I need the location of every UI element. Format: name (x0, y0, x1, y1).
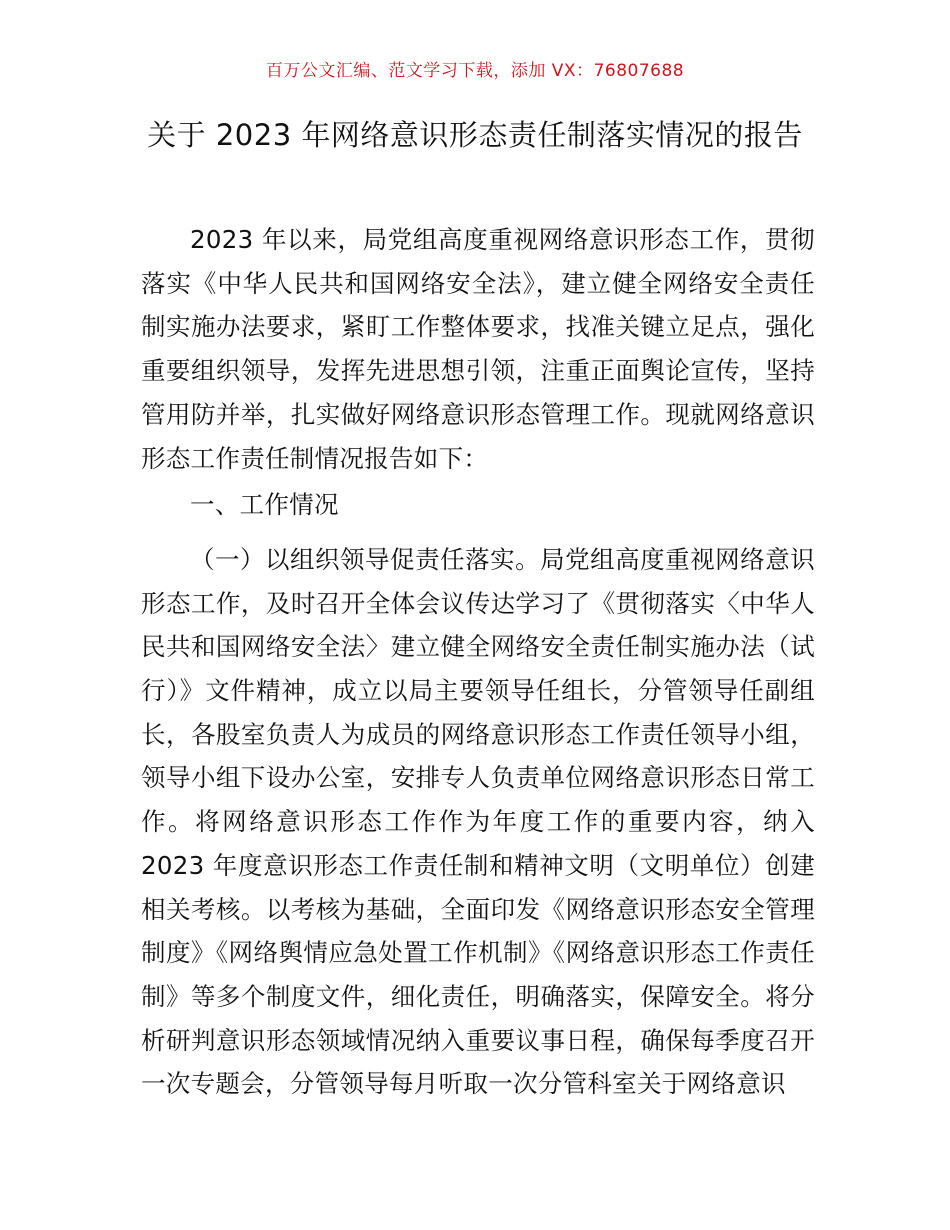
section-paragraph: （一）以组织领导促责任落实。局党组高度重视网络意识形态工作，及时召开全体会议传达学习了《贯彻落实〈中华人民共和国网络安全法〉建立健全网络安全责任制实施办法（试行）》文件精神，成立以局主要领导任组长，分管领导任副组长，各股室负责人为成员的网络意识形态工作责任领导小组，领导小组下设办公室，安排专人负责单位网络意识形态日常工作。将网络意识形态工作作为年度工作的重要内容，纳入 2023 年度意识形态工作责任制和精神文明（文明单位）创建相关考核。以考核为基础，全面印发《网络意识形态安全管理制度》《网络舆情应急处置工作机制》《网络意识形态工作责任制》等多个制度文件，细化责任，明确落实，保障安全。将分析研判意识形态领域情况纳入重要议事日程，确保每季度召开一次专题会，分管领导每月听取一次分管科室关于网络意识 (141, 544, 815, 1099)
document-body (141, 218, 815, 1106)
watermark-header: 百万公文汇编、范文学习下载，添加 VX：76807688 (265, 61, 685, 81)
section-heading: 一、工作情况 (190, 490, 339, 520)
document-title: 关于 2023 年网络意识形态责任制落实情况的报告 (147, 118, 803, 152)
intro-paragraph: 2023 年以来，局党组高度重视网络意识形态工作，贯彻落实《中华人民共和国网络安全法》，建立健全网络安全责任制实施办法要求，紧盯工作整体要求，找准关键立足点，强化重要组织领导，发挥先进思想引领，注重正面舆论宣传，坚持管用防并举，扎实做好网络意识形态管理工作。现就网络意识形态工作责任制情况报告如下： (141, 225, 815, 473)
